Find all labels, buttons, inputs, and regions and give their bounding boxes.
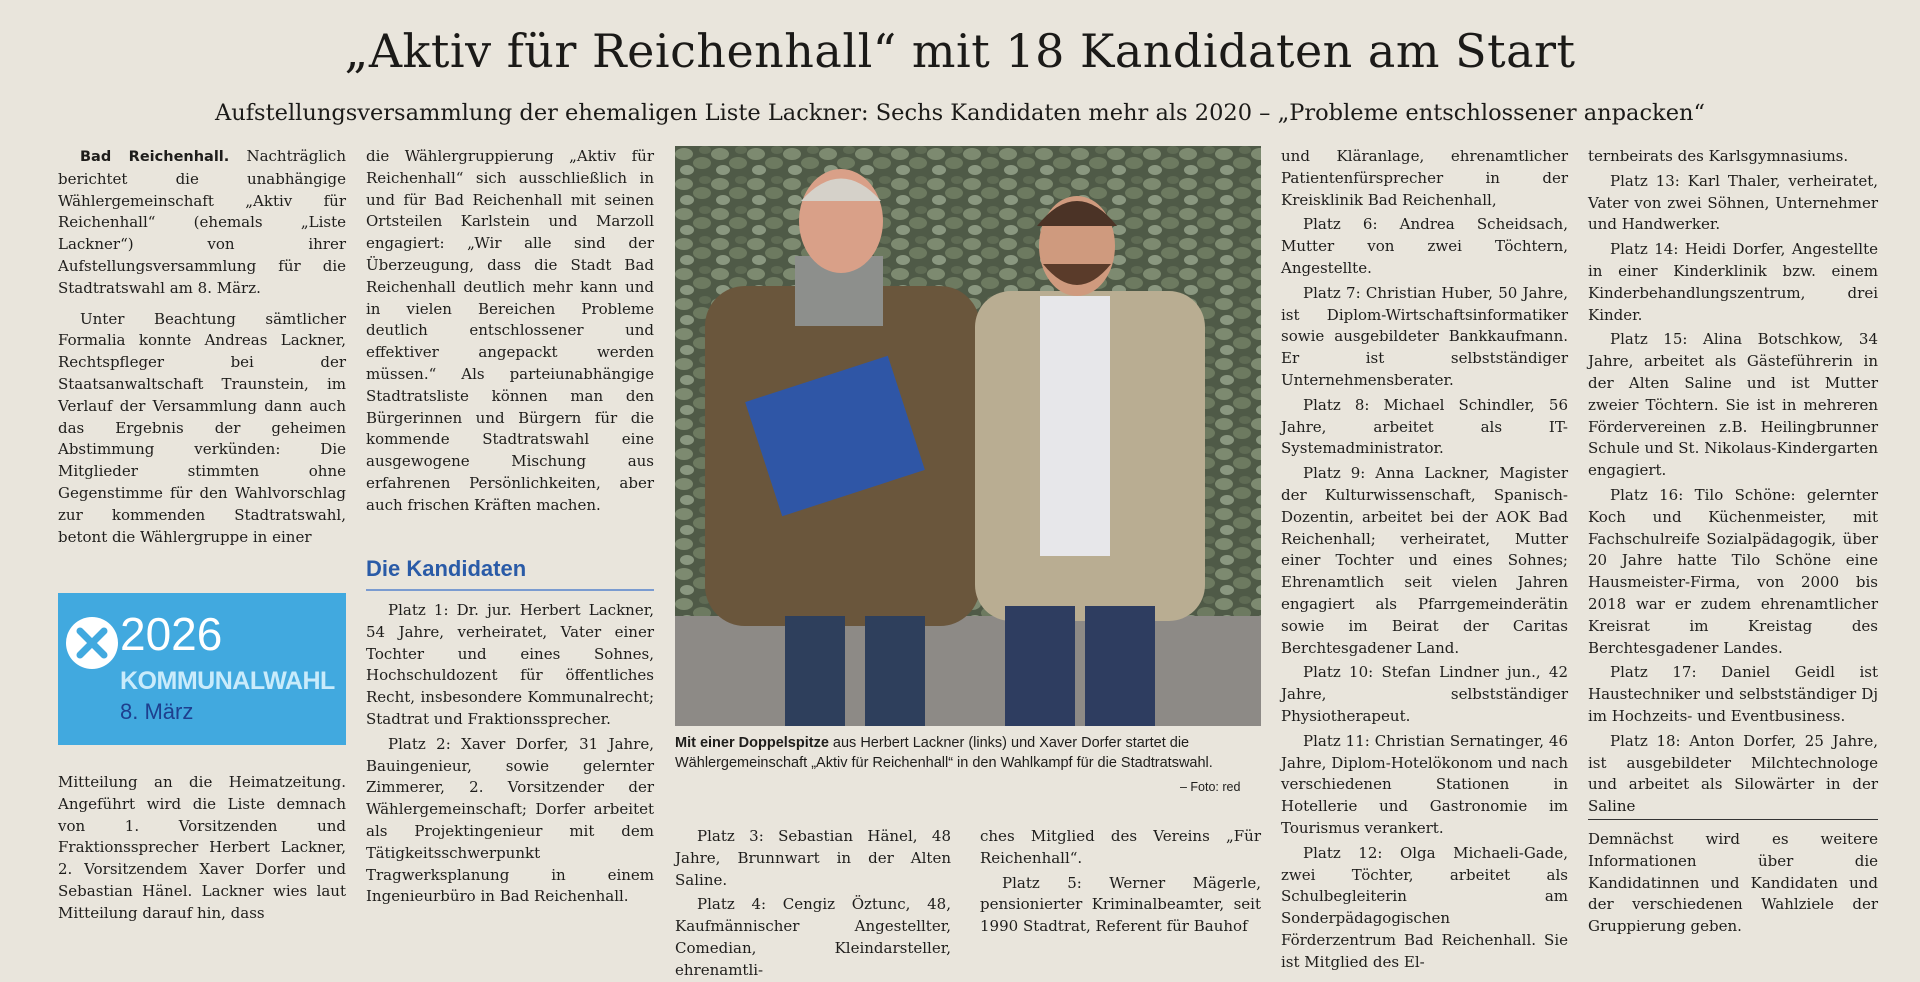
candidate-entry: Platz 13: Karl Thaler, verheiratet, Vater von zwei Söhnen, Unternehmer und Handwerker. (1588, 171, 1878, 234)
paragraph: Unter Beachtung sämtlicher Formalia konnte Andreas Lackner, Rechtspfleger bei der Staatsanwaltschaft Traunstein, im Verlauf der Versammlung dann auch das Ergebnis der geheimen Abstimmung verkünden: Die Mitglieder stimmten ohne Gegenstimme für den Wahlvorschlag zur kommenden Stadtratswahl, betont die Wählergruppe in einer (58, 309, 346, 546)
paragraph: Mitteilung an die Heimatzeitung. Angeführt wird die Liste demnach von 1. Vorsitzenden und Fraktionssprecher Herbert Lackner, 2. Vorsitzendem Xaver Dorfer und Sebastian Hänel. Lackner wies laut Mitteilung darauf hin, dass (58, 773, 346, 922)
candidate-entry: Platz 2: Xaver Dorfer, 31 Jahre, Bauingenieur, sowie gelernter Zimmerer, 2. Vorsitzender der Wählergemeinschaft; Dorfer arbeitet als Projektingenieur mit dem Tätigkeitsschwerpunkt Tragwerksplanung in einem Ingenieurbüro in Bad Reichenhall. (366, 734, 654, 906)
paragraph: und Kläranlage, ehrenamtlicher Patientenfürsprecher in der Kreisklinik Bad Reichenhall, (1281, 147, 1568, 209)
candidate-entry: Platz 7: Christian Huber, 50 Jahre, ist Diplom-Wirtschaftsinformatiker sowie ausgebildeter Bankkaufmann. Er ist selbstständiger Unternehmensberater. (1281, 283, 1568, 389)
paragraph: die Wählergruppierung „Aktiv für Reichenhall“ sich ausschließlich in und für Bad Reichenhall mit seinen Ortsteilen Karlstein und Marzoll engagiert: „Wir alle sind der Überzeugung, dass die Stadt Bad Reichenhall deutlich mehr kann und in vielen Bereichen Probleme deutlich entschlossener und effektiver angepackt werden müssen.“ Als parteiunabhängige Stadtratsliste können man den Bürgerinnen und Bürgern für die kommende Stadtratswahl eine ausgewogene Mischung aus erfahrenen Persönlichkeiten, aber auch frischen Kräften machen. (366, 147, 654, 514)
candidate-entry: Platz 10: Stefan Lindner jun., 42 Jahre, selbstständiger Physiotherapeut. (1281, 663, 1568, 725)
column-4 (980, 826, 1261, 938)
photo-credit: – Foto: red (1180, 780, 1241, 794)
column-2-candidates (366, 600, 654, 908)
candidate-entry: Platz 11: Christian Sernatinger, 46 Jahre, Diplom-Hotelökonom und nach verschiedenen Stationen in Hotellerie und Gastronomie im Tourismus verankert. (1281, 731, 1568, 837)
column-2 (366, 146, 654, 517)
column-1-continued (58, 772, 346, 925)
section-heading-rule (366, 589, 654, 591)
candidate-entry: Platz 1: Dr. jur. Herbert Lackner, 54 Jahre, verheiratet, Vater einer Tochter und eines Sohnes, Hochschuldozent für öffentliches Recht, insbesondere Kommunalrecht; Stadtrat und Fraktionssprecher. (366, 601, 654, 728)
candidate-entry: Platz 14: Heidi Dorfer, Angestellte in einer Kinderklinik bzw. einem Kinderbehandlungszentrum, drei Kinder. (1588, 240, 1878, 324)
paragraph: ternbeirats des Karlsgymnasiums. (1588, 147, 1849, 165)
photo (675, 146, 1261, 726)
closing-note (1588, 829, 1878, 938)
candidate-entry: Platz 12: Olga Michaeli-Gade, zwei Töchter, arbeitet als Schulbegleiterin am Sonderpädagogischen Förderzentrum Bad Reichenhall. Sie ist Mitglied des El- (1281, 843, 1568, 971)
candidate-entry: Platz 17: Daniel Geidl ist Haustechniker und selbstständiger Dj im Hochzeits- und Eventbusiness. (1588, 663, 1878, 725)
badge-label: KOMMUNALWAHL (120, 667, 335, 695)
candidate-entry: Platz 8: Michael Schindler, 56 Jahre, arbeitet als IT-Systemadministrator. (1281, 395, 1568, 458)
intro-paragraph (58, 146, 346, 300)
candidate-entry: Platz 5: Werner Mägerle, pensionierter Kriminalbeamter, seit 1990 Stadtrat, Referent für Bauhof (980, 873, 1261, 936)
candidate-entry: Platz 4: Cengiz Öztunc, 48, Kaufmännischer Angestellter, Comedian, Kleindarsteller, ehrenamtli- (675, 895, 951, 979)
paragraph: ches Mitglied des Vereins „Für Reichenhall“. (980, 827, 1261, 867)
badge-date: 8. März (120, 699, 194, 724)
candidate-entry: Platz 15: Alina Botschkow, 34 Jahre, arbeitet als Gästeführerin in der Alten Saline und ist Mutter zweier Töchtern. Sie ist in mehreren Fördervereinen z.B. Heilingbrunner Schule und St. Nikolaus-Kindergarten engagiert. (1588, 330, 1878, 480)
column-1 (58, 146, 346, 548)
dateline: Bad Reichenhall. (80, 149, 230, 165)
subheadline: Aufstellungsversammlung der ehemaligen Liste Lackner: Sechs Kandidaten mehr als 2020 – „Probleme entschlossener anpacken“ (214, 100, 1706, 126)
column-6 (1588, 146, 1878, 818)
caption-text: aus Herbert Lackner (links) und Xaver Dorfer startet die Wählergemeinschaft „Aktiv für Reichenhall“ in den Wahlkampf für die Stadtratswahl. (675, 735, 1213, 771)
headline: „Aktiv für Reichenhall“ mit 18 Kandidaten am Start (344, 24, 1576, 78)
photo-caption (675, 734, 1261, 773)
check-cross-icon (64, 615, 120, 671)
column-3 (675, 826, 951, 982)
column-5 (1281, 146, 1568, 973)
candidate-entry: Platz 18: Anton Dorfer, 25 Jahre, ist ausgebildeter Milchtechnologe und arbeitet als Silowärter in der Saline (1588, 731, 1878, 816)
photo-illustration (675, 146, 1261, 726)
badge-year: 2026 (120, 608, 223, 660)
election-badge (58, 593, 346, 745)
paragraph: Demnächst wird es weitere Informationen über die Kandidatinnen und Kandidaten und der verschiedenen Wahlziele der Gruppierung geben. (1588, 830, 1878, 936)
candidate-entry: Platz 9: Anna Lackner, Magister der Kulturwissenschaft, Spanisch-Dozentin, arbeitet bei der AOK Bad Reichenhall; verheiratet, Mutter einer Tochter und eines Sohnes; Ehrenamtlich seit vielen Jahren engagiert als Pfarrgemeinderätin sowie im Beirat der Caritas Berchtesgadener Land. (1281, 464, 1568, 657)
caption-lead: Mit einer Doppelspitze (675, 735, 829, 751)
candidate-entry: Platz 6: Andrea Scheidsach, Mutter von zwei Töchtern, Angestellte. (1281, 215, 1568, 277)
candidate-entry: Platz 16: Tilo Schöne: gelernter Koch und Küchenmeister, mit Fachschulreife Sozialpädagogik, über 20 Jahre hatte Tilo Schöne eine Hausmeister-Firma, von 2000 bis 2018 war er zudem ehrenamtlicher Kreisrat im Kreistag des Berchtesgadener Landes. (1588, 485, 1878, 657)
section-heading: Die Kandidaten (366, 556, 527, 581)
closing-rule (1588, 819, 1878, 820)
intro-text: Nachträglich berichtet die unabhängige Wählergemeinschaft „Aktiv für Reichenhall“ (ehemals „Liste Lackner“) von ihrer Aufstellungsversammlung für die Stadtratswahl am 8. März. (58, 147, 346, 297)
candidate-entry: Platz 3: Sebastian Hänel, 48 Jahre, Brunnwart in der Alten Saline. (675, 827, 951, 889)
